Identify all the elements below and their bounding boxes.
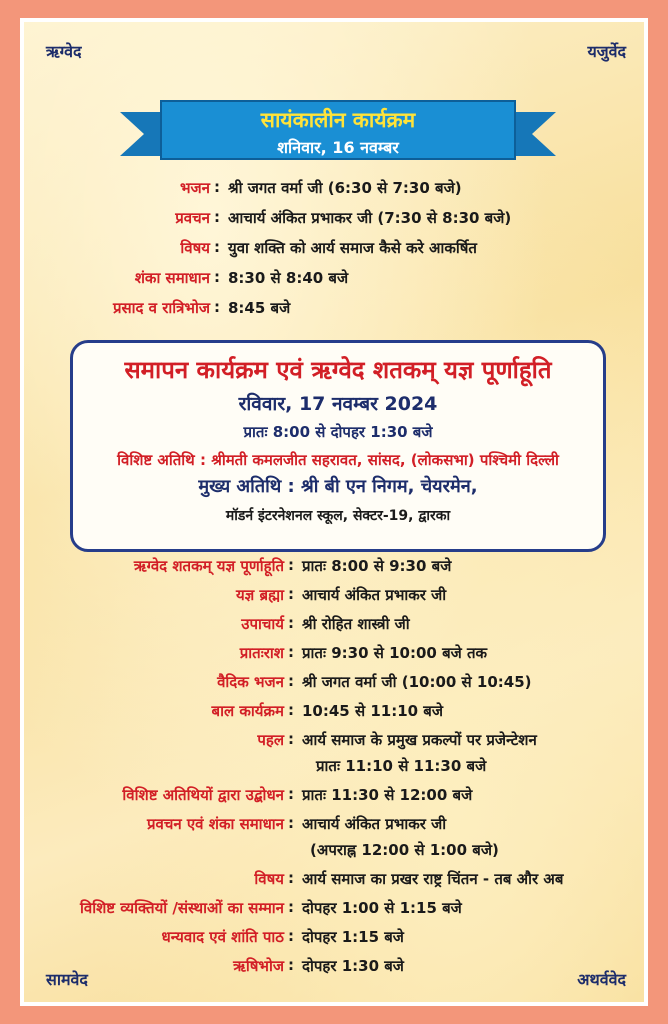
row-label: पहल (257, 731, 284, 749)
row-value: 10:45 से 11:10 बजे (302, 702, 443, 720)
row-separator: : (288, 556, 294, 574)
row-label: विशिष्ट अतिथियों द्वारा उद्बोधन (122, 786, 284, 804)
row-separator: : (288, 585, 294, 603)
special-guest: विशिष्ट अतिथि : श्रीमती कमलजीत सहरावत, सांसद, (लोकसभा) पश्चिमी दिल्ली (117, 451, 559, 469)
closing-ceremony-box (70, 340, 606, 552)
closing-title: समापन कार्यक्रम एवं ऋग्वेद शतकम् यज्ञ पूर्णाहूति (124, 356, 552, 384)
closing-time: प्रातः 8:00 से दोपहर 1:30 बजे (243, 423, 433, 441)
row-separator: : (288, 927, 294, 945)
row-label: शंका समाधान (134, 269, 210, 287)
row-separator: : (214, 208, 220, 226)
row-separator: : (288, 672, 294, 690)
row-value: दोपहर 1:00 से 1:15 बजे (302, 899, 462, 917)
row-value: आचार्य अंकित प्रभाकर जी (302, 586, 447, 604)
row-separator: : (288, 956, 294, 974)
row-label: यज्ञ ब्रह्मा (235, 586, 284, 604)
row-separator: : (214, 298, 220, 316)
ribbon-subtitle: शनिवार, 16 नवम्बर (277, 138, 399, 157)
row-value: आचार्य अंकित प्रभाकर जी (7:30 से 8:30 बजे) (228, 209, 512, 227)
corner-atharvaveda: अथर्ववेद (577, 970, 626, 989)
ribbon-title: सायंकालीन कार्यक्रम (260, 108, 416, 132)
row-label: विषय (254, 870, 284, 888)
row-separator: : (288, 785, 294, 803)
row-value: दोपहर 1:15 बजे (302, 928, 404, 946)
row-value: प्रातः 8:00 से 9:30 बजे (302, 557, 452, 575)
row-label: प्रवचन एवं शंका समाधान (146, 815, 284, 833)
closing-date: रविवार, 17 नवम्बर 2024 (238, 393, 438, 415)
row-value: आर्य समाज के प्रमुख प्रकल्पों पर प्रजेन्टेशन (302, 731, 537, 749)
row-label: प्रवचन (175, 209, 210, 227)
row-separator: : (288, 701, 294, 719)
row-label: प्रातःराश (239, 644, 284, 662)
row-value: श्री जगत वर्मा जी (10:00 से 10:45) (302, 673, 532, 691)
chief-guest: मुख्य अतिथि : श्री बी एन निगम, चेयरमेन, (198, 476, 478, 497)
row-separator: : (214, 238, 220, 256)
row-value: दोपहर 1:30 बजे (302, 957, 404, 975)
row-value: युवा शक्ति को आर्य समाज कैसे करे आकर्षित (228, 239, 477, 257)
row-value: प्रातः 11:30 से 12:00 बजे (302, 786, 473, 804)
row-separator: : (288, 614, 294, 632)
row-separator: : (288, 898, 294, 916)
row-separator: : (214, 268, 220, 286)
row-label: वैदिक भजन (217, 673, 284, 691)
chief-guest-school: मॉडर्न इंटरनेशनल स्कूल, सेक्टर-19, द्वारका (225, 508, 451, 524)
row-label: उपाचार्य (241, 615, 284, 633)
corner-rigveda: ऋग्वेद (46, 42, 82, 61)
row-value: 8:30 से 8:40 बजे (228, 269, 349, 287)
row-separator: : (288, 869, 294, 887)
row-label: विषय (180, 239, 210, 257)
evening-program-ribbon (120, 98, 556, 166)
corner-yajurveda: यजुर्वेद (587, 42, 626, 61)
row-separator: : (288, 730, 294, 748)
row-label: ऋग्वेद शतकम् यज्ञ पूर्णाहूति (133, 557, 284, 575)
row-value: 8:45 बजे (228, 299, 291, 317)
corner-samaveda: सामवेद (46, 970, 88, 989)
row-label: प्रसाद व रात्रिभोज (112, 299, 210, 317)
row-label: बाल कार्यक्रम (211, 702, 284, 720)
row-label: धन्यवाद एवं शांति पाठ (161, 928, 284, 946)
row-separator: : (288, 643, 294, 661)
row-value: आचार्य अंकित प्रभाकर जी (302, 815, 447, 833)
row-separator: : (214, 178, 220, 196)
row-value: श्री जगत वर्मा जी (6:30 से 7:30 बजे) (228, 179, 462, 197)
ribbon-banner (160, 100, 516, 160)
row-value: प्रातः 9:30 से 10:00 बजे तक (302, 644, 488, 662)
invitation-card (20, 18, 648, 1006)
row-separator: : (288, 814, 294, 832)
row-value: श्री रोहित शास्त्री जी (302, 615, 410, 633)
row-value: आर्य समाज का प्रखर राष्ट्र चिंतन - तब और अब (302, 870, 564, 888)
row-label: भजन (179, 179, 210, 197)
row-value-line2: प्रातः 11:10 से 11:30 बजे (316, 757, 487, 775)
row-label: विशिष्ट व्यक्तियों /संस्थाओं का सम्मान (79, 899, 284, 917)
row-label: ऋषिभोज (233, 957, 284, 975)
row-value-line2: (अपराह्न 12:00 से 1:00 बजे) (310, 841, 499, 859)
